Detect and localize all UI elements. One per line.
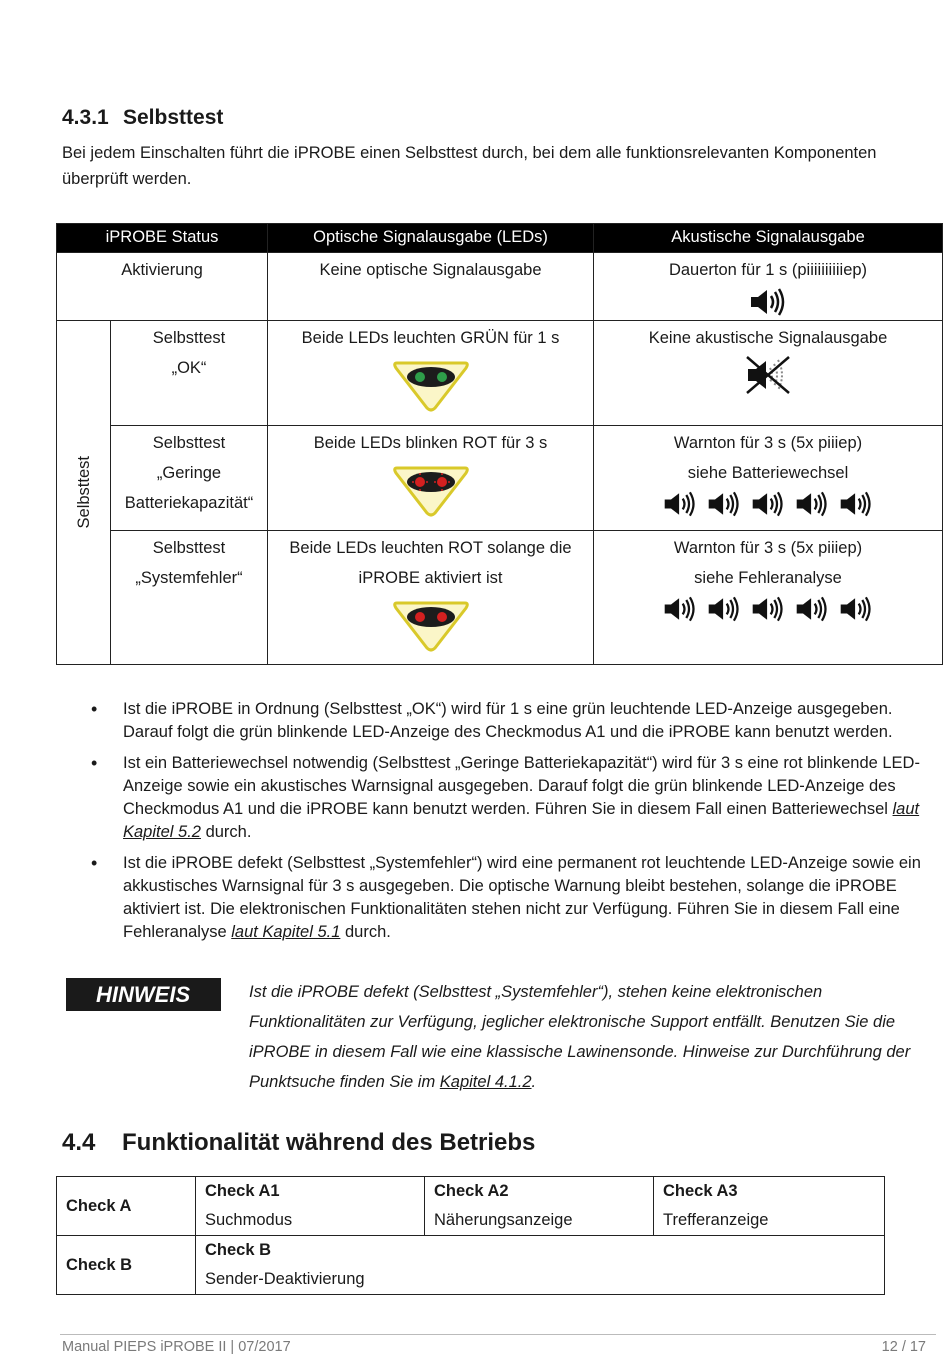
row-label: Check A	[57, 1177, 196, 1236]
speaker-muted-icon	[743, 355, 793, 395]
acoustic-cell: Keine akustische Signalausgabe	[648, 329, 888, 347]
bullet-list	[95, 698, 935, 952]
speaker-on-icon	[794, 595, 830, 623]
cell-desc: Näherungsanzeige	[434, 1211, 573, 1229]
hinweis-text: Ist die iPROBE defekt (Selbsttest „Systemfehler“), stehen keine elektronischen Funktionalitäten zur Verfügung, jeglicher elektronische Support entfällt. Benutzen Sie die iPROBE in diesem Fall wie eine klassische Lawinensonde. Hinweise zur Durchführung der Punktsuche finden Sie im Kapitel 4.1.2.	[249, 983, 911, 1091]
header-optical: Optische Signalausgabe (LEDs)	[268, 224, 594, 253]
speaker-icons	[594, 287, 942, 317]
status-cell: Selbsttest	[152, 434, 226, 452]
table-row	[57, 426, 943, 531]
header-status: iPROBE Status	[57, 224, 268, 253]
table-row	[57, 1177, 885, 1236]
optical-cell: iPROBE aktiviert ist	[358, 569, 503, 587]
chapter-link[interactable]: Kapitel 4.1.2	[439, 1073, 532, 1091]
status-cell: „Systemfehler“	[135, 569, 243, 587]
speaker-on-icon	[750, 490, 786, 518]
speaker-on-icon	[838, 490, 874, 518]
list-item: • Ist die iPROBE in Ordnung (Selbsttest „OK“) wird für 1 s eine grün leuchtende LED-Anzeige ausgegeben. Darauf folgt die grün blinkende LED-Anzeige des Checkmodus A1 und die iPROBE kann benutzt werden.	[95, 698, 935, 744]
list-item: • Ist ein Batteriewechsel notwendig (Selbsttest „Geringe Batteriekapazität“) wird für 3 s eine rot blinkende LED-Anzeige sowie ein akustisches Warnsignal ausgegeben. Darauf folgt die grün blinkende LED-Anzeige des Checkmodus A1 und die iPROBE kann benutzt werden. Führen Sie in diesem Fall einen Batteriewechsel laut Kapitel 5.2 durch.	[95, 752, 935, 844]
cell-desc: Suchmodus	[205, 1211, 293, 1229]
acoustic-cell: Warnton für 3 s (5x piiiep)	[673, 539, 863, 557]
speaker-icons	[594, 490, 942, 518]
cell-desc: Sender-Deaktivierung	[205, 1270, 365, 1288]
group-label: Selbsttest	[74, 456, 93, 529]
acoustic-cell: siehe Fehleranalyse	[694, 569, 842, 587]
chapter-link[interactable]: laut Kapitel 5.1	[231, 923, 341, 941]
speaker-on-icon	[794, 490, 830, 518]
cell-title: Check B	[205, 1241, 272, 1259]
speaker-on-icon	[750, 595, 786, 623]
speaker-icons	[594, 595, 942, 623]
led-red-blinking-icon	[391, 462, 471, 518]
table-row	[57, 253, 943, 321]
led-green-icon	[391, 357, 471, 413]
cell-desc: Trefferanzeige	[663, 1211, 769, 1229]
optical-cell: Keine optische Signalausgabe	[319, 261, 542, 279]
acoustic-cell: Dauerton für 1 s (piiiiiiiiiiep)	[668, 261, 868, 279]
function-table	[56, 1176, 885, 1295]
speaker-on-icon	[662, 490, 698, 518]
status-cell: „OK“	[171, 359, 207, 377]
footer-title: Manual PIEPS iPROBE II | 07/2017	[62, 1339, 291, 1355]
section-heading-4-3-1: 4.3.1 Selbsttest	[62, 106, 224, 129]
table-row	[57, 321, 943, 426]
acoustic-cell: Warnton für 3 s (5x piiiep)	[673, 434, 863, 452]
header-acoustic: Akustische Signalausgabe	[594, 224, 943, 253]
led-red-icon	[391, 597, 471, 653]
footer-divider	[60, 1334, 936, 1335]
cell-title: Check A3	[663, 1182, 738, 1200]
speaker-icons	[594, 355, 942, 395]
speaker-on-icon	[662, 595, 698, 623]
optical-cell: Beide LEDs leuchten GRÜN für 1 s	[301, 329, 560, 347]
status-table	[56, 223, 943, 665]
status-cell: „Geringe	[156, 464, 222, 482]
cell-title: Check A2	[434, 1182, 509, 1200]
acoustic-cell: siehe Batteriewechsel	[687, 464, 849, 482]
optical-cell: Beide LEDs blinken ROT für 3 s	[313, 434, 548, 452]
row-label: Check B	[57, 1236, 196, 1295]
optical-cell: Beide LEDs leuchten ROT solange die	[289, 539, 572, 557]
speaker-on-icon	[706, 595, 742, 623]
intro-paragraph: Bei jedem Einschalten führt die iPROBE einen Selbsttest durch, bei dem alle funktionsrelevanten Komponenten überprüft werden.	[62, 144, 877, 188]
table-row	[57, 1236, 885, 1295]
speaker-on-icon	[838, 595, 874, 623]
cell-title: Check A1	[205, 1182, 280, 1200]
section-heading-4-4: 4.4 Funktionalität während des Betriebs	[62, 1129, 536, 1156]
page-number: 12 / 17	[881, 1339, 926, 1355]
status-cell: Batteriekapazität“	[124, 494, 254, 512]
list-item: • Ist die iPROBE defekt (Selbsttest „Systemfehler“) wird eine permanent rot leuchtende LED-Anzeige sowie ein akkustisches Warnsignal für 3 s ausgegeben. Die optische Warnung bleibt bestehen, solange die iPROBE aktiviert ist. Die elektronischen Funktionalitäten stehen nicht zur Verfügung. Führen Sie in diesem Fall eine Fehleranalyse laut Kapitel 5.1 durch.	[95, 852, 935, 944]
speaker-on-icon	[748, 287, 788, 317]
status-cell: Selbsttest	[152, 329, 226, 347]
hinweis-label: HINWEIS	[66, 978, 221, 1011]
chapter-link[interactable]: laut Kapitel 5.2	[123, 800, 920, 841]
status-cell: Selbsttest	[152, 539, 226, 557]
speaker-on-icon	[706, 490, 742, 518]
table-row	[57, 531, 943, 665]
status-cell: Aktivierung	[121, 261, 203, 279]
